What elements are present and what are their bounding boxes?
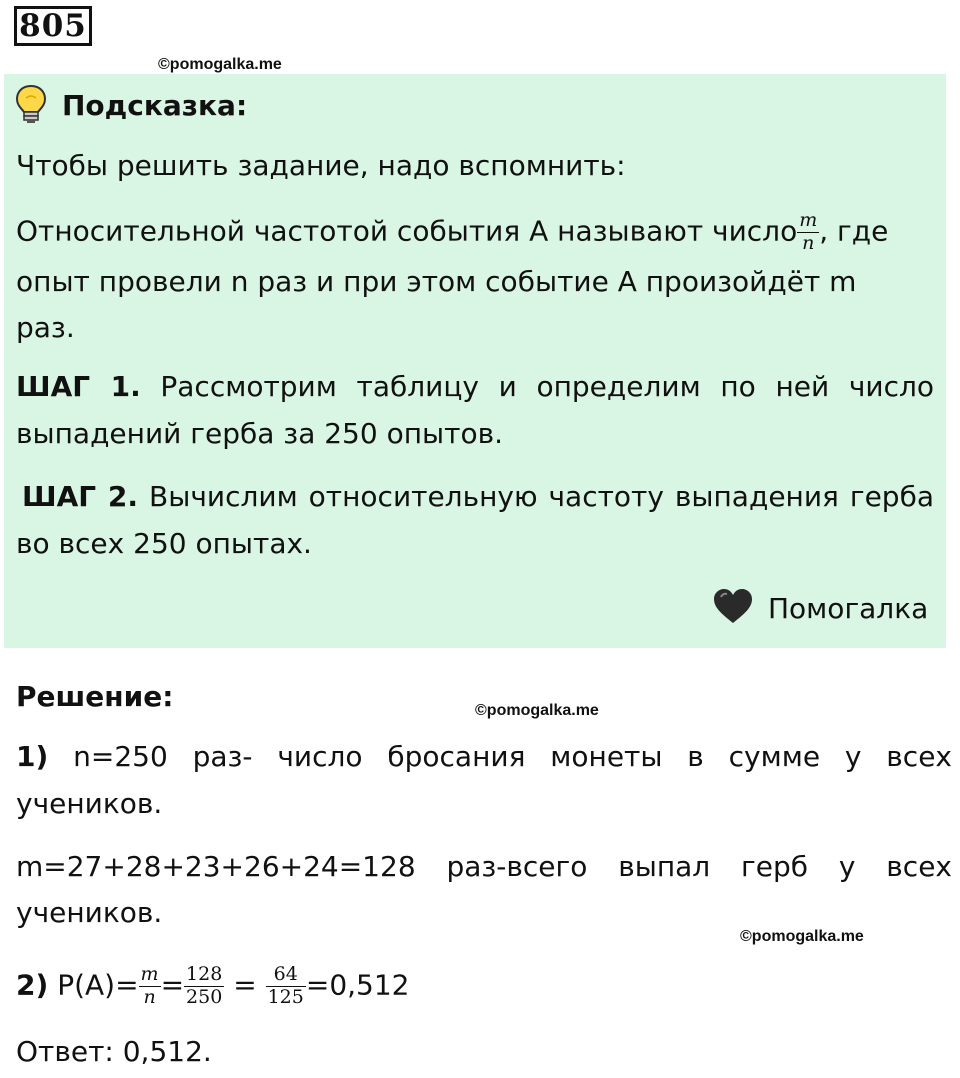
equals-1: = bbox=[160, 968, 185, 1002]
equals-2: = bbox=[233, 968, 257, 1002]
solution-item2 bbox=[16, 964, 409, 1009]
step2-label: ШАГ 2. bbox=[22, 480, 139, 513]
step1-label: ШАГ 1. bbox=[16, 370, 141, 403]
item2-prefix: P(A)= bbox=[57, 968, 139, 1002]
item2-label: 2) bbox=[16, 968, 49, 1002]
fraction-64-125: $\frac{64}{125}$ bbox=[267, 963, 304, 1008]
task-number: 805 bbox=[14, 6, 92, 46]
fraction-128-250: $\frac{128}{250}$ bbox=[186, 963, 223, 1008]
hint-definition-line2: опыт провели n раз и при этом событие А произойдёт m bbox=[16, 265, 857, 298]
item2-result: =0,512 bbox=[305, 968, 410, 1002]
definition-tail: , где bbox=[819, 214, 889, 248]
definition-text: Относительной частотой события А называют число bbox=[16, 214, 798, 248]
item1-label: 1) bbox=[16, 740, 49, 773]
step2-line1 bbox=[22, 477, 934, 517]
step1-line2: выпадений герба за 250 опытов. bbox=[16, 417, 503, 450]
answer: Ответ: 0,512. bbox=[16, 1035, 212, 1068]
hint-intro: Чтобы решить задание, надо вспомнить: bbox=[16, 149, 626, 182]
hint-definition-line3: раз. bbox=[16, 311, 75, 344]
fraction-m-over-n: $\frac{m}{n}$ bbox=[799, 209, 818, 254]
signature: Помогалка bbox=[768, 592, 929, 625]
solution-item1-line1 bbox=[16, 737, 952, 777]
solution-item1-line2: учеников. bbox=[16, 787, 163, 820]
solution-m-line2: учеников. bbox=[16, 896, 163, 929]
solution-title: Решение: bbox=[16, 680, 174, 713]
step2-text: Вычислим относительную частоту выпадения герба bbox=[149, 480, 935, 513]
step2-line2: во всех 250 опытах. bbox=[16, 527, 312, 560]
solution-m-line1: m=27+28+23+26+24=128 раз-всего выпал герб у всех bbox=[16, 850, 952, 883]
watermark-top: ©pomogalka.me bbox=[158, 56, 282, 73]
heart-icon bbox=[712, 588, 754, 626]
lightbulb-icon bbox=[14, 84, 48, 124]
hint-definition-line1 bbox=[16, 210, 888, 255]
watermark-middle: ©pomogalka.me bbox=[475, 702, 599, 719]
step1-line1 bbox=[16, 367, 934, 407]
hint-title: Подсказка: bbox=[62, 89, 248, 122]
item1-text: n=250 раз- число бросания монеты в сумме у всех bbox=[73, 740, 953, 773]
fraction-m-n: $\frac{m}{n}$ bbox=[140, 963, 159, 1008]
step1-text: Рассмотрим таблицу и определим по ней число bbox=[160, 370, 934, 403]
watermark-bottom: ©pomogalka.me bbox=[740, 928, 864, 945]
